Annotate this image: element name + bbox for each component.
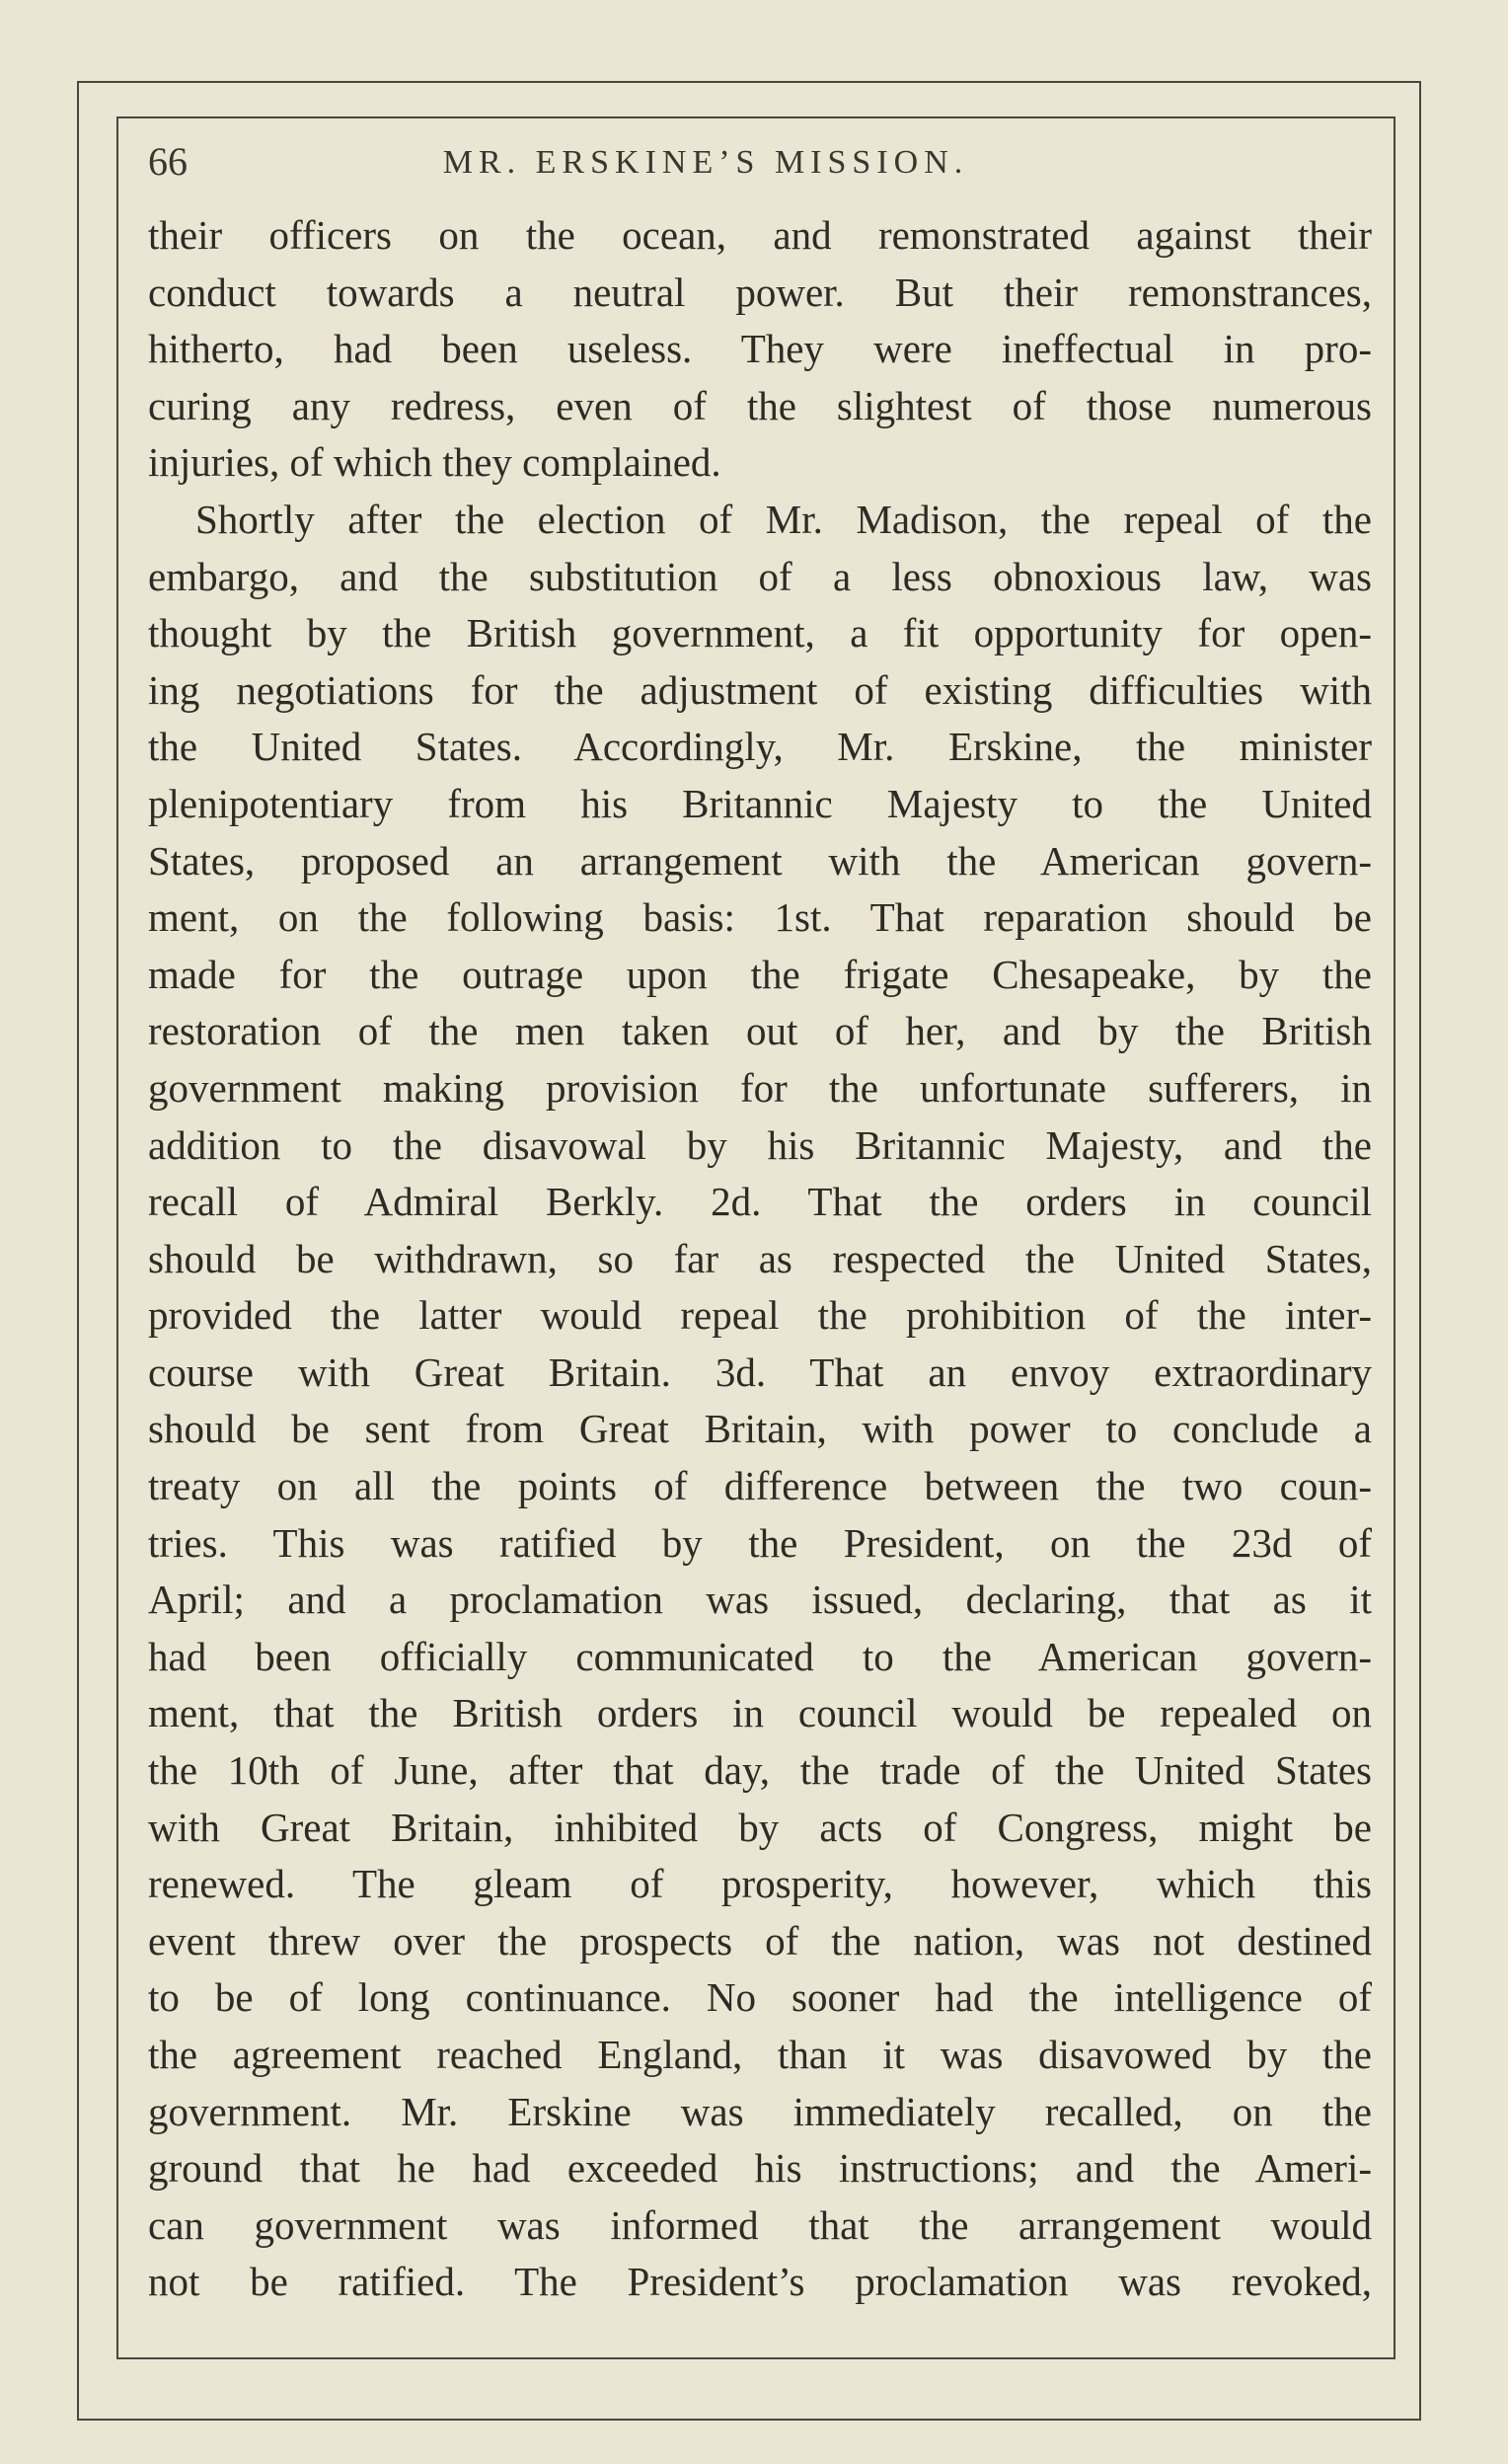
text-line: tries. This was ratified by the President, on the 23d of [148,1519,1372,1566]
text-line: can government was informed that the arrangement would [148,2201,1372,2248]
text-line: event threw over the prospects of the nation, was not destined [148,1917,1372,1964]
text-line: hitherto, had been useless. They were ineffectual in pro- [148,326,1372,372]
text-line: conduct towards a neutral power. But their remonstrances, [148,269,1372,315]
text-line: ment, that the British orders in council would be repealed on [148,1690,1372,1736]
text-line: to be of long continuance. No sooner had the intelligence of [148,1974,1372,2021]
text-line: their officers on the ocean, and remonstrated against their [148,212,1372,258]
inner-border-bottom [116,2357,1395,2359]
text-line: States, proposed an arrangement with the American govern- [148,837,1372,884]
text-line: with Great Britain, inhibited by acts of Congress, might be [148,1804,1372,1850]
page-number: 66 [148,139,188,184]
outer-border-bottom [77,2419,1421,2421]
text-line: made for the outrage upon the frigate Chesapeake, by the [148,951,1372,997]
text-line: had been officially communicated to the American govern- [148,1633,1372,1679]
text-line: government. Mr. Erskine was immediately recalled, on the [148,2088,1372,2134]
text-line: embargo, and the substitution of a less obnoxious law, was [148,553,1372,599]
outer-border-right [1419,81,1421,2421]
text-line: addition to the disavowal by his Britannic Majesty, and the [148,1121,1372,1168]
paragraph-1 [148,207,1372,492]
text-line: Shortly after the election of Mr. Madison, the repeal of the [195,496,1372,542]
text-line: renewed. The gleam of prosperity, however, which this [148,1861,1372,1907]
text-line: government making provision for the unfortunate sufferers, in [148,1064,1372,1111]
running-title: MR. ERSKINE’S MISSION. [442,144,969,181]
text-line: not be ratified. The President’s proclamation was revoked, [148,2259,1372,2305]
text-line: should be withdrawn, so far as respected the United States, [148,1235,1372,1281]
text-line: the 10th of June, after that day, the trade of the United States [148,1747,1372,1794]
text-line: provided the latter would repeal the prohibition of the inter- [148,1292,1372,1339]
text-line: course with Great Britain. 3d. That an envoy extraordinary [148,1348,1372,1395]
text-line: the agreement reached England, than it was disavowed by the [148,2032,1372,2077]
text-line: ing negotiations for the adjustment of existing difficulties with [148,666,1372,713]
text-line: the United States. Accordingly, Mr. Erskine, the minister [148,724,1372,770]
text-line: recall of Admiral Berkly. 2d. That the orders in council [148,1179,1372,1225]
inner-border-top [116,116,1395,118]
text-line: April; and a proclamation was issued, declaring, that as it [148,1577,1372,1623]
running-head [148,138,1372,197]
paragraph-2 [148,492,1372,2311]
inner-border-right [1394,116,1395,2359]
inner-border-left [116,116,118,2359]
body-text [148,207,1372,2311]
text-line: restoration of the men taken out of her, and by the British [148,1008,1372,1054]
text-line: ground that he had exceeded his instructions; and the Ameri- [148,2145,1372,2192]
text-line: injuries, of which they complained. [148,439,721,486]
outer-border-left [77,81,79,2421]
text-line: ment, on the following basis: 1st. That reparation should be [148,894,1372,941]
outer-border-top [77,81,1421,83]
text-line: treaty on all the points of difference between the two coun- [148,1463,1372,1509]
text-line: should be sent from Great Britain, with power to conclude a [148,1406,1372,1452]
text-line: curing any redress, even of the slightest of those numerous [148,382,1372,428]
text-line: thought by the British government, a fit opportunity for open- [148,610,1372,656]
text-line: plenipotentiary from his Britannic Majesty to the United [148,780,1372,826]
